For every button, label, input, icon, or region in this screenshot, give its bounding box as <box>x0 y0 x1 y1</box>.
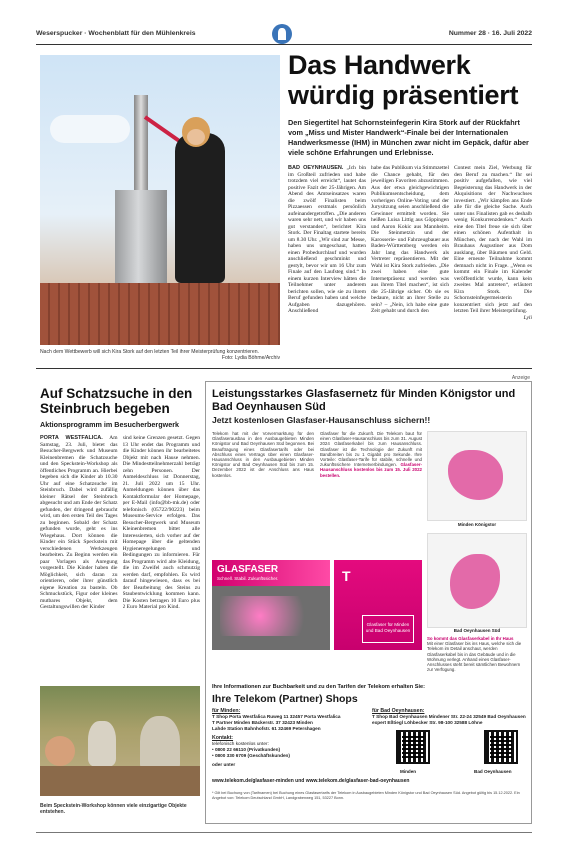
ad-info-note <box>427 636 527 672</box>
main-article-col-3-text: Contest mein Ziel, Werbung für den Beruf zu machen.“ Ihr sei positiv aufgefallen, wie viel Begeisterung das Handwerk in der Akquisitions der Nachwuchses investiert. „Wir kämpfen ans Ende alle für die gleiche Sache. Auch unter uns Finalisten gab es deshalb wenig Konkurrenzdenken.“ Auch eine den Titel freue sie sich über einen schönen Aufenthalt in München, der nach der Wahl im Brauhaus Augustiner aus Dom ausklang, über Bäumen und Geld. Eine erneute Teilnahme kommt demnach nicht in Frage. „Wenn es kommt ein Finale im Kalender veröffentlicht wurde, kann kein zweites Mal antreten“, erläutert Kira Stork. Die Schornsteinfegermeisterin konzentriert sich jetzt auf den letzten Teil ihrer Meisterprüfung. <box>454 165 532 314</box>
qr-code-minden-icon[interactable] <box>396 730 430 764</box>
qr-label-minden: Minden <box>400 769 417 774</box>
shops-minden-heading: für Minden: <box>212 708 241 714</box>
side-dateline: PORTA WESTFALICA. <box>40 435 103 441</box>
shop-line: Lahde Station Bahnhofstr. 61 32469 Petershagen <box>212 726 321 731</box>
section-divider <box>36 368 532 369</box>
dateline: BAD OEYNHAUSEN. <box>288 165 344 171</box>
shop-line: expert Eßtiegl Löhbecker Str. 98-100 32588 Löhne <box>372 720 483 725</box>
photo-caption-text: Nach dem Wettbewerb will sich Kira Stork auf den letzten Teil ihrer Meisterprüfung konzentrieren. <box>40 349 259 355</box>
author: Lyli <box>523 314 532 321</box>
ad-title: Leistungsstarkes Glasfasernetz für Minden Königstor und Bad Oeynhausen Süd <box>212 388 516 413</box>
side-article-col-1 <box>40 435 118 680</box>
ad-fine-print: * Gilt bei Buchung von (Tarifnamen) bei Buchung eines Glasfasertarifs der Telekom in Ausbaugebieten Minden Königstor und Bad Oeynhausen Süd. Angebot gültig bis 15.12.2022. Ein Angebot von: Telekom Deutschland GmbH, Landgrabenweg 151, 53227 Bonn. <box>212 791 520 800</box>
banner-brand: GLASFASER <box>217 564 279 575</box>
side-photo-caption: Beim Speckstein-Workshop können viele einzigartige Objekte entstehen. <box>40 803 187 815</box>
issue-date: Nummer 28 · 16. Juli 2022 <box>448 30 532 37</box>
main-article-body <box>288 165 532 363</box>
shop-line: T Shop Porta Westfalica Ruweg 11 32457 Porta Westfalica <box>212 714 341 719</box>
telekom-logo-icon: T <box>342 568 351 584</box>
shop-line: T Shop Bad Oeynhausen Mindener Str. 22-24 32549 Bad Oeynhausen <box>372 714 526 719</box>
contact-line: telefonisch kostenlos unter: <box>212 741 269 746</box>
main-article-col-1 <box>288 165 366 363</box>
ad-intro-col-2 <box>320 431 422 556</box>
chimney-sweep-photo <box>40 55 280 345</box>
masthead-title: Weserspucker · Wochenblatt für den Mühlenkreis <box>36 30 196 37</box>
shops-minden <box>212 708 367 768</box>
telekom-panel-text: Glasfaser für Minden und Bad Oeynhausen <box>362 615 414 643</box>
qr-label-bad-oeynhausen: Bad Oeynhausen <box>474 769 512 774</box>
ad-website-links[interactable]: www.telekom.de/glasfaser-minden und www.telekom.de/glasfaser-bad-oeynhausen <box>212 778 410 784</box>
ad-label: Anzeige <box>511 375 530 381</box>
telekom-glasfaser-ad <box>205 381 532 824</box>
shops-intro: Ihre Informationen zur Buchbarkeit und zu den Tarifen der Telekom erhalten Sie: <box>212 684 426 690</box>
shop-line: T Partner Minden Bäckerstr. 37 32423 Minden <box>212 720 313 725</box>
side-article-body <box>40 435 200 680</box>
shops-heading: Ihre Telekom (Partner) Shops <box>212 693 358 705</box>
ad-info-note-title: So kommt das Glasfaserkabel in Ihr Haus <box>427 636 514 641</box>
shops-bad-oeynhausen-heading: für Bad Oeynhausen: <box>372 708 425 714</box>
ad-intro-col-1: Telekom hat mit der Vorvermarktung für den Glasfaserausbau in den Ausbaugebieten Minden Königstor und Bad Oeynhausen Süd begonnen. Bei Beauftragung eines Glasfasertarifs oder bei Abschluss eines Vertrags über einen Glasfaser-Hausanschluss in den Ausbaugebieten Minden Königstor und Bad Oeynhausen Süd bis zum 15. Dezember 2022 ist der Anschluss ans Haus kostenlos. <box>212 431 314 478</box>
contact-phone-business: • 0800 330 6709 (Geschäftskunden) <box>212 753 290 758</box>
newspaper-logo-icon <box>272 24 292 44</box>
soapstone-workshop-photo <box>40 686 200 796</box>
map-minden-koenigstor <box>427 431 527 521</box>
photo-caption <box>40 349 280 361</box>
main-article-col-2: habe das Publikum via Stimmzettel die Chance gehabt, für den jeweiligen Favoriten abzustimmen. Aus der etwa gleichgewichtigen Publikumsentscheidung, dem vorherigen Online-Voting und der Jurysitzung seien anschließend die Gewinner ermittelt worden. Sie heißen Luisa Littig aus Göppingen und Aaron Kokic aus Mannheim. Die Steinmetzin und der Karosserie- und Fahrzeugbauer aus Baden-Württemberg werden ein Jahr lang das Handwerk als Vertreter repräsentieren. Mit der Wahl ist Kira Stork zufrieden. „Die zwei haben eine gute Internetpräsenz und werden was aus ihrem Titel machen“, ist sich die 25-Jährige sicher. Ob sie es bedaure, nicht an ihrer Stelle zu sein? – „Nein, ich habe eine gute Zeit gehabt und durch den <box>371 165 449 314</box>
map-bad-oeynhausen-label: Bad Oeynhausen Süd <box>453 628 501 633</box>
masthead <box>36 26 532 44</box>
telekom-logo-panel <box>334 560 422 650</box>
ad-subtitle: Jetzt kostenlosen Glasfaser-Hausanschluss sichern!! <box>212 415 431 425</box>
ad-intro <box>212 431 422 556</box>
contact-heading: Kontakt: <box>212 735 234 741</box>
main-article-col-3 <box>454 165 532 363</box>
ad-intro-highlight: Glasfaser-Hausanschluss kostenlos bis zum 15. Juli 2022 bestellen. <box>320 462 422 478</box>
side-subhead: Aktionsprogramm im Besucherbergwerk <box>40 420 179 429</box>
ad-info-note-text: Mit einer Glasfaser bis ins Haus, welche sich die Telekom im Detail anschaut, werden Glasfaserkabel bis in das Gebäude und in die Wohnung verlegt. Anhand eines Glasfaser-Anschlusses steht bereit sämtlichen Bewohnern zur Verfügung. <box>427 641 522 673</box>
glasfaser-banner-image <box>212 560 330 650</box>
photo-credit: Foto: Lydia Böhme/Archiv <box>221 355 280 361</box>
main-article-col-1-text: „Ich bin im Großteil zufrieden und habe trotzdem viel erreicht“, lautet das positive Fazit der 25-Jährigen. Am Abend des Amtseinsatzes waren die zwölf Finalisten beim Pizzaessen erstmals persönlich aufeinandergetroffen. „Die anderen waren sehr nett, und wir haben uns gut verstanden“, berichtet Kira Stork. Der Finaltag startete bereits um 8.30 Uhr. „Wir sind zur Messe, haben uns umgeschaut, hatten einen Probedurchlauf und wurden anschließend geschminkt und gestylt, bevor wir um 16 Uhr zum Finale auf den Laufsteg sind.“ In einem kurzen Interview hätten die Teilnehmer unter anderem berichten sollen, wie sie zu ihrem Beruf gefunden haben und welche Aufgaben dazugehören. Anschließend <box>288 165 366 314</box>
ad-intro-col-2-text: Glasfaser für die Zukunft. Die Telekom baut für einen Glasfaser-Hausanschluss bis zum 31. August 2024 Glasfaserkabel bis zum Hausanschluss. Glasfaser ist die Technologie der Zukunft mit Bandbreiten bis zu 1 Gigabit pro Sekunde. Ihre Vorteile: Glasfaser-Tarife für stabile, schnelle und zukunftssichere Internetverbindungen. <box>320 431 422 468</box>
banner-tagline: Schnell. Stabil. Zukunftssicher. <box>217 576 279 581</box>
side-headline: Auf Schatzsuche in den Steinbruch begeben <box>40 386 193 416</box>
main-headline: Das Handwerk würdig präsentiert <box>288 50 519 110</box>
side-article-col-2: sind keine Grenzen gesetzt. Gegen 13 Uhr endet das Programm und die Kinder können ihr bearbeitetes Objekt mit nach Hause nehmen. Die Mindestteilnehmerzahl beträgt zehn Personen. Der Anmeldeschluss ist Donnerstag, 21. Juli 2022 um 15 Uhr. Anmeldungen können über das Kontaktformular der Homepage, per E-Mail (info@bb-mk.de) oder telefonisch (05722/90223) beim Museums-Service erfolgen. Das Besucher-Bergwerk und Museum Kleinenbremen bittet alle Interessierten, sich vorher auf der Homepage über die geltenden Hygieneregelungen und Bedingungen zu informieren. Für das Programm wird alte Kleidung, die im Zweifel auch schmutzig werden darf, empfohlen. Es wird darauf hingewiesen, dass es bei der Bearbeitung des Steins zu Staubentwicklung kommen kann. Die Kosten betragen 10 Euro plus 2 Euro Material pro Kind. <box>122 435 200 610</box>
map-bad-oeynhausen-sued <box>427 533 527 628</box>
or-under-text: oder unter <box>212 762 236 767</box>
shops-bad-oeynhausen <box>372 708 527 726</box>
map-minden-label: Minden Königstor <box>457 522 497 527</box>
footer-divider <box>36 832 532 833</box>
masthead-divider <box>36 44 532 45</box>
qr-code-bad-oeynhausen-icon[interactable] <box>484 730 518 764</box>
contact-phone-private: • 0800 22 66110 (Privatkunden) <box>212 747 281 752</box>
main-lede: Den Siegertitel hat Schornsteinfegerin Kira Stork auf der Rückfahrt vom „Miss und Mister Handwerk“-Finale bei der Internationalen Handwerksmesse (IHM) in München zwar nicht im Gepäck, dafür aber viele schöne Erfahrungen und Erlebnisse. <box>288 118 529 157</box>
side-article-col-1-text: Am Samstag, 23. Juli, bietet das Besucher-Bergwerk und Museum Kleinenbremen die Schatzsuche und den Speckstein-Workshop als öffentliches Programm an. Hierbei begeben sich die Kinder ab 10.30 Uhr auf eine Schatzsuche im Steinbruch. Dabei wird zufällig kleiner Rätsel der Steinbruch abgesucht und am Ende der Schatz gefunden, der dringend gebraucht wird, um den ersten Teil des Tages zu beginnen. Sobald der Schatz gefunden wurde, geht es ins Wiegehaus. Dort können die Kinder ein Stück Speckstein mit verschiedenen Werkzeugen bearbeiten. Zu Beginn werden ein paar Vorlagen als Anregung vorgestellt. Die Kinder haben die Möglichkeit, sich daran zu orientieren, oder ihrer günstlich eigene Kreation zu basteln. Ob Schmuckstück, Figur oder kleines mutbares Objekt, dem Gestaltungswillen der Kinder <box>40 435 118 610</box>
